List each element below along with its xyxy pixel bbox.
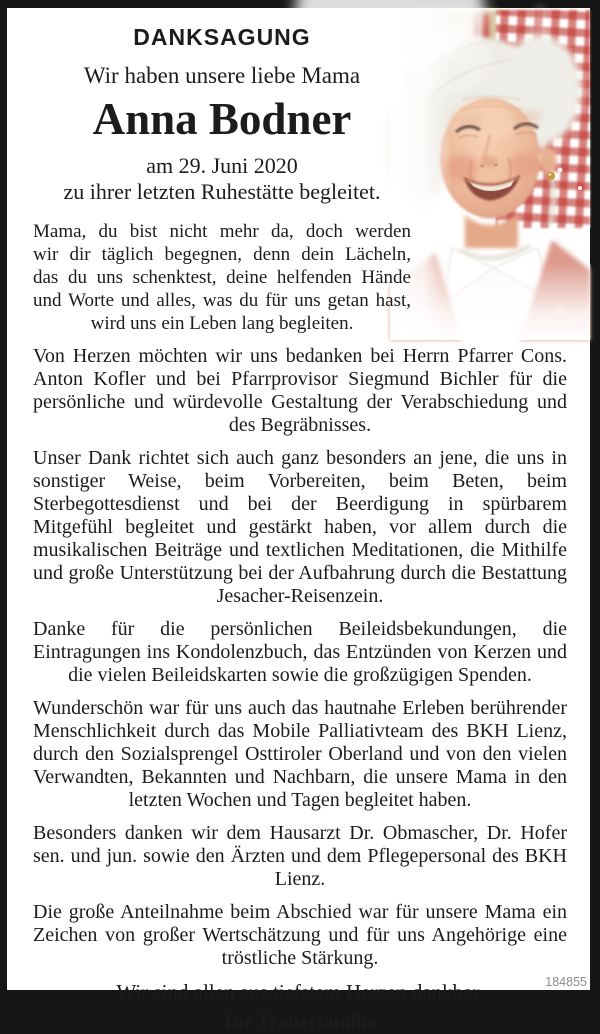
poem-line: und Worte und alles, was du für uns getan hast,	[33, 290, 411, 311]
thanks-paragraph: Die große Anteilnahme beim Abschied war für unsere Mama ein Zeichen von großer Wertschätzung und für uns Angehörige eine tröstliche Stärkung.	[33, 901, 567, 969]
family-signature: Die Trauerfamilie	[224, 1011, 376, 1033]
memorial-poem	[33, 220, 411, 335]
funeral-date-block	[33, 153, 411, 205]
notice-header	[33, 24, 411, 205]
reference-number: 184855	[545, 975, 587, 989]
danksagung-heading: DANKSAGUNG	[133, 24, 311, 50]
notice-paper	[7, 8, 590, 1033]
closing-line: Wir sind allen aus tiefstem Herzen dankbar.	[116, 980, 484, 1004]
poem-line: wird uns ein Leben lang begleiten.	[90, 313, 354, 334]
ruhestaette-line: zu ihrer letzten Ruhestätte begleitet.	[63, 179, 381, 204]
thanks-paragraph: Unser Dank richtet sich auch ganz besonders an jene, die uns in sonstiger Weise, beim Vorbereiten, beim Beten, beim Sterbegottesdienst und bei der Beerdigung in spürbarem Mitgefühl begleitet und gestärkt haben, vor allem durch die musikalischen Beiträge und textlichen Meditationen, die Mithilfe und große Unterstützung bei der Aufbahrung durch die Bestattung Jesacher-Reisenzein.	[33, 447, 567, 607]
thanks-paragraph: Danke für die persönlichen Beileidsbekundungen, die Eintragungen ins Kondolenzbuch, das Entzünden von Kerzen und die vielen Beileidskarten sowie die großzügigen Spenden.	[33, 618, 567, 686]
notice-content	[7, 24, 590, 1034]
poem-line: das du uns schenktest, deine helfenden Hände	[33, 267, 411, 288]
intro-line: Wir haben unsere liebe Mama	[83, 63, 361, 88]
funeral-date-line: am 29. Juni 2020	[146, 153, 298, 178]
deceased-name: Anna Bodner	[92, 94, 352, 144]
thanks-paragraph: Von Herzen möchten wir uns bedanken bei Herrn Pfarrer Cons. Anton Kofler und bei Pfarrprovisor Siegmund Bichler für die persönliche und würdevolle Gestaltung der Verabschiedung und des Begräbnisses.	[33, 345, 567, 436]
poem-line: Mama, du bist nicht mehr da, doch werden	[33, 221, 411, 242]
thanks-paragraph: Besonders danken wir dem Hausarzt Dr. Obmascher, Dr. Hofer sen. und jun. sowie den Ärzten und dem Pflegepersonal des BKH Lienz.	[33, 822, 567, 890]
thanks-paragraph: Wunderschön war für uns auch das hautnahe Erleben berührender Menschlichkeit durch das Mobile Palliativteam des BKH Lienz, durch den Sozialsprengel Osttiroler Oberland und von den vielen Verwandten, Bekannten und Nachbarn, die unsere Mama in den letzten Wochen und Tagen begleitet haben.	[33, 697, 567, 811]
poem-line: wir dir täglich begegnen, denn dein Lächeln,	[33, 244, 411, 265]
